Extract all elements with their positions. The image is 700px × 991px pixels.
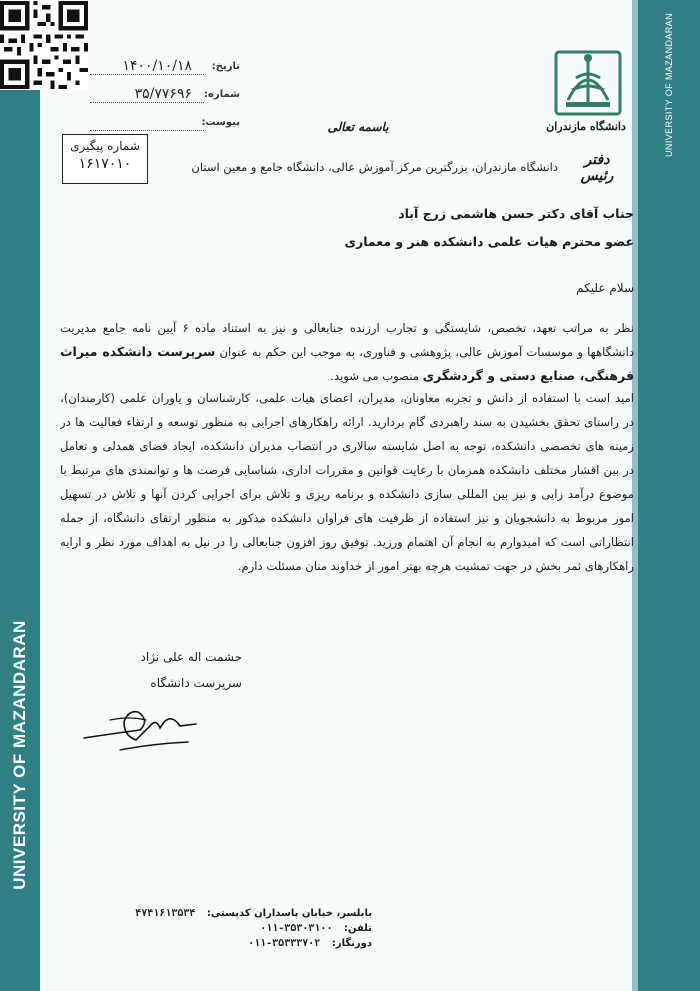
- paragraph-line: امید است با استفاده از دانش و تجربه معاونان، مدیران، اعضای هیات علمی، کارشناسان و یاوران علمی (کارمندان)،: [60, 391, 634, 405]
- appointment-position-continued: فرهنگی، صنایع دستی و گردشگری: [422, 368, 634, 383]
- footer-address-row: [92, 906, 372, 921]
- date-label: تاریخ:: [211, 61, 240, 72]
- date-value: ۱۴۰۰/۱۰/۱۸: [122, 58, 192, 74]
- number-value: ۳۵/۷۷۶۹۶: [134, 86, 192, 102]
- date-dotted-line: [90, 74, 204, 75]
- left-sidebar-label: [0, 600, 40, 910]
- number-label: شماره:: [204, 89, 240, 100]
- qr-code-icon: [0, 0, 88, 90]
- tracking-label: شماره پیگیری: [70, 139, 140, 153]
- paragraph-line: راهکارهای ثمر بخش در جهت تمشیت هرچه بهتر امور از خداوند منان مسئلت دارم.: [237, 559, 634, 573]
- appointment-paragraph: [60, 316, 634, 388]
- phone-number: ۰۱۱-۳۵۳۰۳۱۰۰: [260, 923, 333, 934]
- phone-label: تلفن:: [343, 923, 372, 934]
- date-row: [90, 60, 240, 76]
- paragraph-line: در راستای تحقق بخشیدن به سند راهبردی گام بردارید. ارائه راهکارهای اجرایی به منظور توسعه و ارتقاء فعالیت ها در: [60, 415, 634, 429]
- handwritten-signature: [80, 700, 200, 760]
- signature-block: [92, 650, 242, 690]
- footer-phone-row: [92, 921, 372, 936]
- expectations-paragraph: [60, 386, 634, 578]
- university-logo-icon: [548, 42, 628, 122]
- attachment-row: [90, 116, 240, 132]
- paragraph-line: نظر به مراتب تعهد، تخصص، شایستگی و تجارب ارزنده جنابعالی و نیز به استناد ماده ۶ آیین نامه جامع مدیریت: [60, 321, 634, 335]
- university-tagline: دانشگاه مازندران، بزرگترین مرکز آموزش عالی، دانشگاه جامع و معین استان: [191, 160, 558, 174]
- paragraph-line: انتظاراتی است که امیدوارم به انجام آن اهتمام ورزید. توفیق روز افزون جنابعالی را در نیل به اهداف مورد نظر و ارایه: [60, 535, 634, 549]
- footer-address-label: بابلسر، خیابان پاسداران کدپستی:: [206, 908, 372, 919]
- footer-contact: [92, 906, 372, 951]
- fax-label: دورنگار:: [331, 938, 372, 949]
- paragraph-line: موضوع درآمد زایی و نیز بین المللی سازی دانشکده و برنامه ریزی و تلاش برای اجرایی کردن آنها و تلاش در تسهیل: [60, 487, 634, 501]
- appointment-position: سرپرست دانشکده میراث: [60, 344, 216, 359]
- left-sidebar-text: UNIVERSITY OF MAZANDARAN: [10, 620, 29, 890]
- paragraph-line: در بین اقشار مختلف دانشکده همزمان با رعایت قوانین و مقررات اداری، شناسایی فرصت ها و توانمندی های مرتبط با: [60, 463, 634, 477]
- paragraph-line: [60, 340, 634, 364]
- right-sidebar-label: [650, 10, 688, 160]
- paragraph-line: [60, 364, 634, 388]
- recipient-title: عضو محترم هیات علمی دانشکده هنر و معماری: [344, 234, 634, 249]
- tracking-value: ۱۶۱۷۰۱۰: [78, 156, 132, 172]
- postal-code: ۴۷۴۱۶۱۳۵۳۴: [135, 908, 196, 919]
- number-row: [90, 88, 240, 104]
- right-sidebar-text: UNIVERSITY OF MAZANDARAN: [664, 13, 675, 157]
- besmellah-heading: باسمه تعالی: [327, 120, 389, 134]
- fax-number: ۰۱۱-۳۵۳۳۳۷۰۲: [248, 938, 321, 949]
- recipient-name: جناب آقای دکتر حسن هاشمی زرج آباد: [398, 206, 634, 221]
- university-name-logotype: دانشگاه مازندران: [546, 120, 626, 133]
- paragraph-text: دانشگاهها و موسسات آموزش عالی، پژوهشی و فناوری، به موجب این حکم به عنوان: [219, 345, 634, 359]
- number-dotted-line: [90, 102, 204, 103]
- attachment-label: پیوست:: [201, 117, 240, 128]
- paragraph-line: امور مربوط به دانشجویان و نیز استفاده از ظرفیت های فراوان دانشکده مذکور به منظور ارتقای دانشگاه، از جمله: [60, 511, 634, 525]
- office-name: دفتر رئیس: [580, 152, 614, 184]
- greeting: سلام علیکم: [576, 281, 634, 295]
- signer-title: سرپرست دانشگاه: [150, 676, 242, 690]
- paragraph-line: زمینه های تخصصی دانشکده، توجه به اصل شایسته سالاری در انتصاب مدیران دانشکده، ایجاد فضای همدلی و تعامل: [60, 439, 634, 453]
- paragraph-text: منصوب می شوید.: [330, 369, 419, 383]
- tracking-box: [62, 134, 148, 184]
- signer-name: حشمت اله علی نژاد: [140, 650, 242, 664]
- attachment-dotted-line: [90, 130, 204, 131]
- footer-fax-row: [92, 936, 372, 951]
